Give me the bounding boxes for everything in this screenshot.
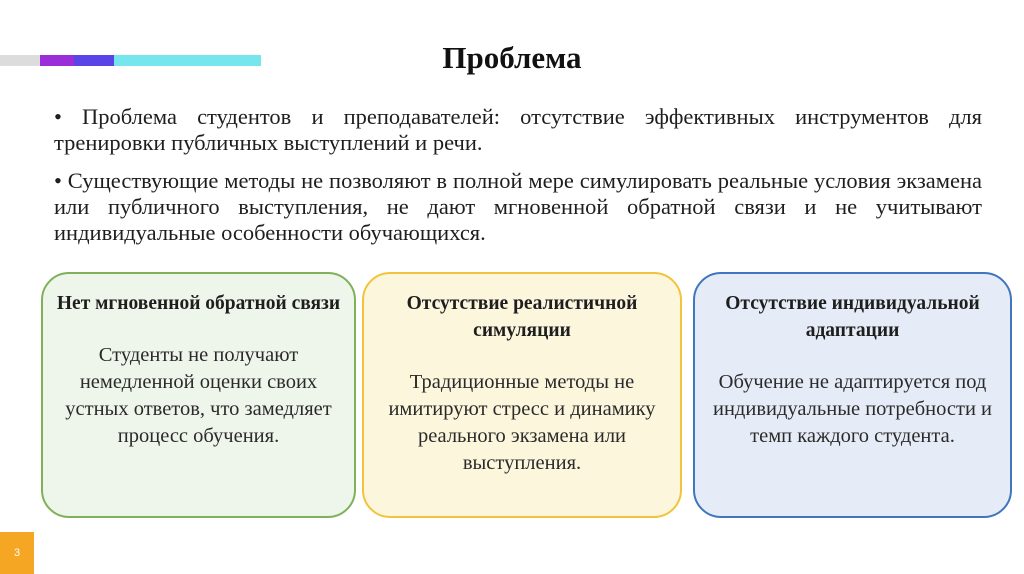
card-body: Обучение не адаптируется под индивидуальные потребности и темп каждого студента. [712, 371, 993, 447]
card-body: Студенты не получают немедленной оценки своих устных ответов, что замедляет процесс обучения. [65, 344, 332, 447]
card-no-feedback [41, 272, 356, 518]
page-number-badge: 3 [0, 532, 34, 574]
bullet-item-existing-methods: • Существующие методы не позволяют в полной мере симулировать реальные условия экзамена или публичного выступления, не дают мгновенной обратной связи и не учитывают индивидуальные особенности обучающихся. [54, 168, 982, 245]
card-title: Отсутствие реалистичной симуляции [406, 293, 638, 341]
card-no-simulation [362, 272, 682, 518]
bullet-item-problem: • Проблема студентов и преподавателей: отсутствие эффективных инструментов для тренировки публичных выступлений и речи. [54, 104, 982, 155]
card-title: Нет мгновенной обратной связи [56, 293, 341, 314]
slide-title: Проблема [442, 40, 582, 75]
bullet-list [54, 104, 982, 258]
card-body: Традиционные методы не имитируют стресс и динамику реального экзамена или выступления. [388, 371, 656, 474]
card-title: Отсутствие индивидуальной адаптации [725, 293, 980, 341]
card-no-adaptation [693, 272, 1012, 518]
